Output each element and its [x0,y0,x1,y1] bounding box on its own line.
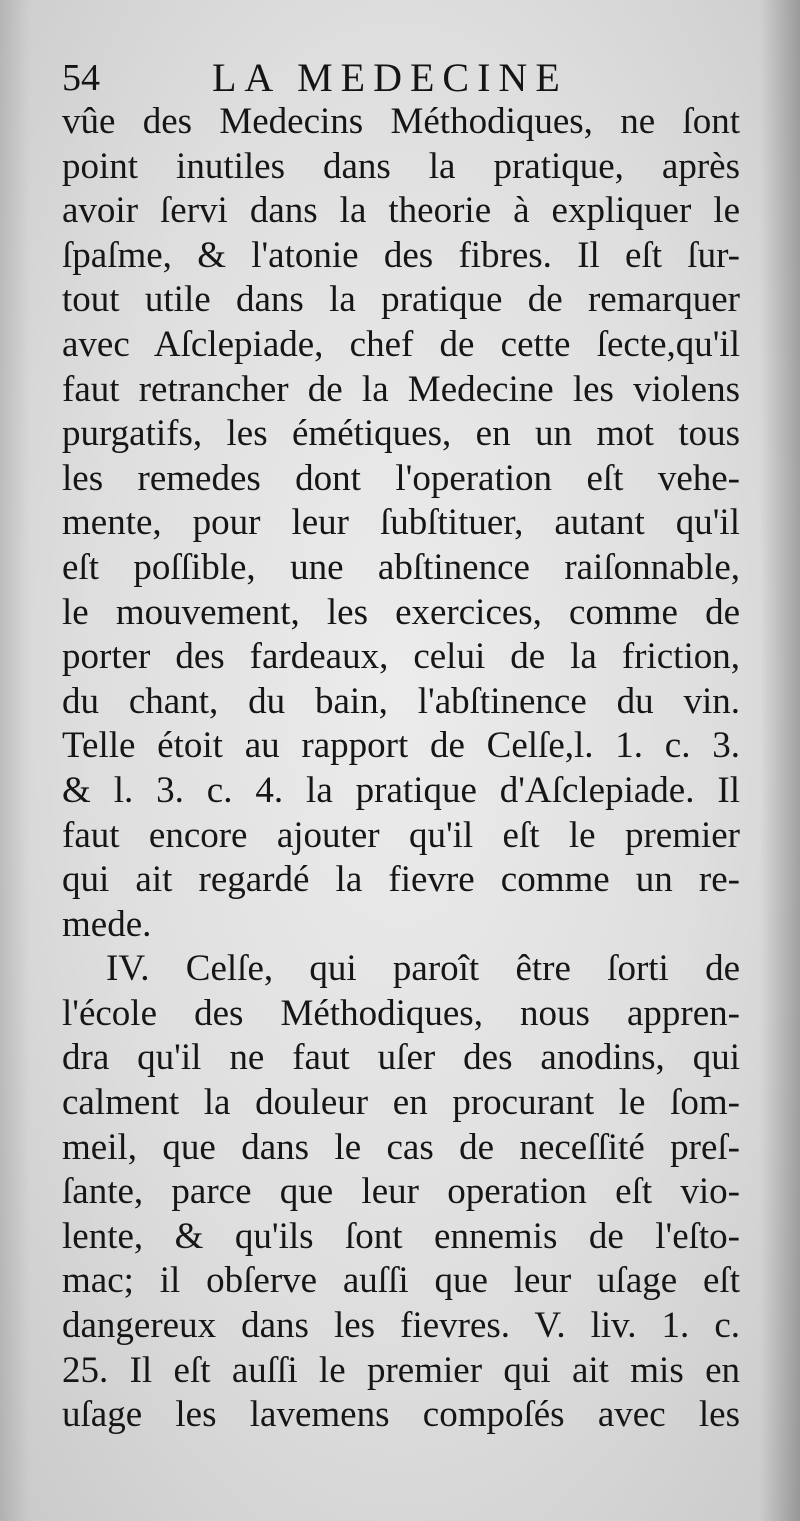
text-line: Telle étoit au rapport de Celſe,l. 1. c. 3. [62,725,740,767]
page-edge-shadow [760,0,800,1521]
text-line: tout utile dans la pratique de remarquer [62,279,740,321]
text-line: ſpaſme, & l'atonie des fibres. Il eſt ſur- [62,234,740,276]
page-gutter-shadow [0,0,30,1521]
page-header [62,50,702,106]
text-line: qui ait regardé la fievre comme un re- [62,859,740,901]
text-line: faut retrancher de la Medecine les violens [62,368,740,410]
paragraph-last-line: mede. [62,903,152,945]
text-line: les remedes dont l'operation eſt vehe- [62,457,740,499]
text-line: le mouvement, les exercices, comme de [62,591,740,633]
text-line: avec Aſclepiade, chef de cette ſecte,qu'il [62,323,740,365]
text-line: avoir ſervi dans la theorie à expliquer le [62,190,740,232]
paragraph-first-line: IV. Celſe, qui paroît être ſorti de [106,948,740,990]
text-line: point inutiles dans la pratique, après [62,145,740,187]
text-line: mac; il obſerve auſſi que leur uſage eſt [62,1260,740,1302]
text-line: calment la douleur en procurant le ſom- [62,1082,740,1124]
text-line: lente, & qu'ils ſont ennemis de l'eſto- [62,1215,740,1257]
body-text [62,100,740,1438]
text-line: faut encore ajouter qu'il eſt le premier [62,814,740,856]
text-line: uſage les lavemens compoſés avec les [62,1394,740,1436]
text-line: & l. 3. c. 4. la pratique d'Aſclepiade. Il [62,769,740,811]
text-line: mente, pour leur ſubſtituer, autant qu'il [62,502,740,544]
text-line: eſt poſſible, une abſtinence raiſonnable, [62,546,740,588]
running-head: LA MEDECINE [212,55,568,100]
text-line: vûe des Medecins Méthodiques, ne ſont [62,101,740,142]
text-line: du chant, du bain, l'abſtinence du vin. [62,680,740,722]
page-number: 54 [62,57,100,99]
text-line: meil, que dans le cas de neceſſité preſ- [62,1126,740,1168]
text-line: purgatifs, les émétiques, en un mot tous [62,413,740,455]
text-line: ſante, parce que leur operation eſt vio- [62,1171,740,1213]
text-line: dra qu'il ne faut uſer des anodins, qui [62,1037,740,1079]
text-line: porter des fardeaux, celui de la friction, [62,636,740,678]
text-line: dangereux dans les fievres. V. liv. 1. c. [62,1305,740,1347]
text-line: 25. Il eſt auſſi le premier qui ait mis en [62,1349,740,1391]
text-line: l'école des Méthodiques, nous appren- [62,992,740,1034]
